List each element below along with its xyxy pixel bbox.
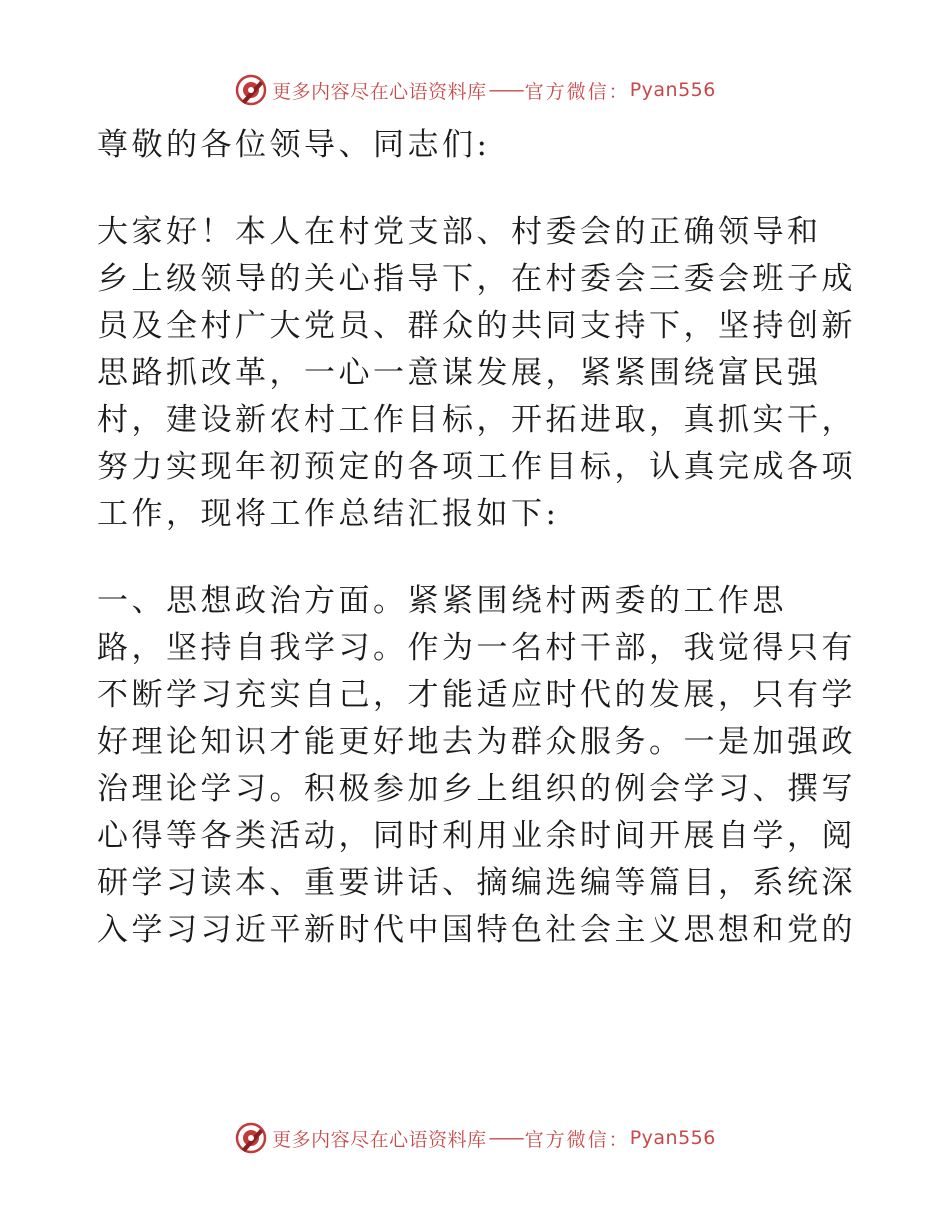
paragraph-intro (97, 209, 857, 538)
text-line: 好理论知识才能更好地去为群众服务。一是加强政 (97, 724, 856, 760)
text-line: 努力实现年初预定的各项工作目标，认真完成各项 (97, 449, 856, 485)
text-line: 路，坚持自我学习。作为一名村干部，我觉得只有 (97, 630, 856, 666)
text-line: 一、思想政治方面。紧紧围绕村两委的工作思 (97, 583, 787, 619)
watermark-dash: —— (488, 1127, 523, 1149)
pen-logo-icon (234, 73, 268, 107)
text-line: 研学习读本、重要讲话、摘编选编等篇目，系统深 (97, 865, 856, 901)
text-line: 大家好！本人在村党支部、村委会的正确领导和 (97, 214, 822, 250)
pen-logo-icon (234, 1121, 268, 1155)
watermark-dash: —— (488, 79, 523, 101)
watermark-wechat-id: Pyan556 (629, 79, 716, 101)
text-line: 入学习习近平新时代中国特色社会主义思想和党的 (97, 912, 856, 948)
header-watermark (0, 70, 950, 110)
text-line: 员及全村广大党员、群众的共同支持下，坚持创新 (97, 308, 856, 344)
paragraph-political-thought (97, 578, 857, 954)
watermark-wechat-id: Pyan556 (629, 1127, 716, 1149)
watermark-sub-text: 官方微信： (524, 80, 630, 103)
text-line: 村，建设新农村工作目标，开拓进取，真抓实干， (97, 402, 856, 438)
text-line: 心得等各类活动，同时利用业余时间开展自学，阅 (97, 818, 856, 854)
footer-watermark (0, 1118, 950, 1158)
text-line: 思路抓改革，一心一意谋发展，紧紧围绕富民强 (97, 355, 822, 391)
text-line: 不断学习充实自己，才能适应时代的发展，只有学 (97, 677, 856, 713)
text-line: 治理论学习。积极参加乡上组织的例会学习、撰写 (97, 771, 856, 807)
watermark-main-text: 更多内容尽在心语资料库 (272, 1128, 487, 1151)
document-body (97, 122, 857, 954)
text-line: 乡上级领导的关心指导下，在村委会三委会班子成 (97, 261, 856, 297)
salutation: 尊敬的各位领导、同志们: (97, 127, 491, 163)
watermark-main-text: 更多内容尽在心语资料库 (272, 80, 487, 103)
text-line: 工作，现将工作总结汇报如下: (97, 496, 560, 532)
watermark-sub-text: 官方微信： (524, 1128, 630, 1151)
